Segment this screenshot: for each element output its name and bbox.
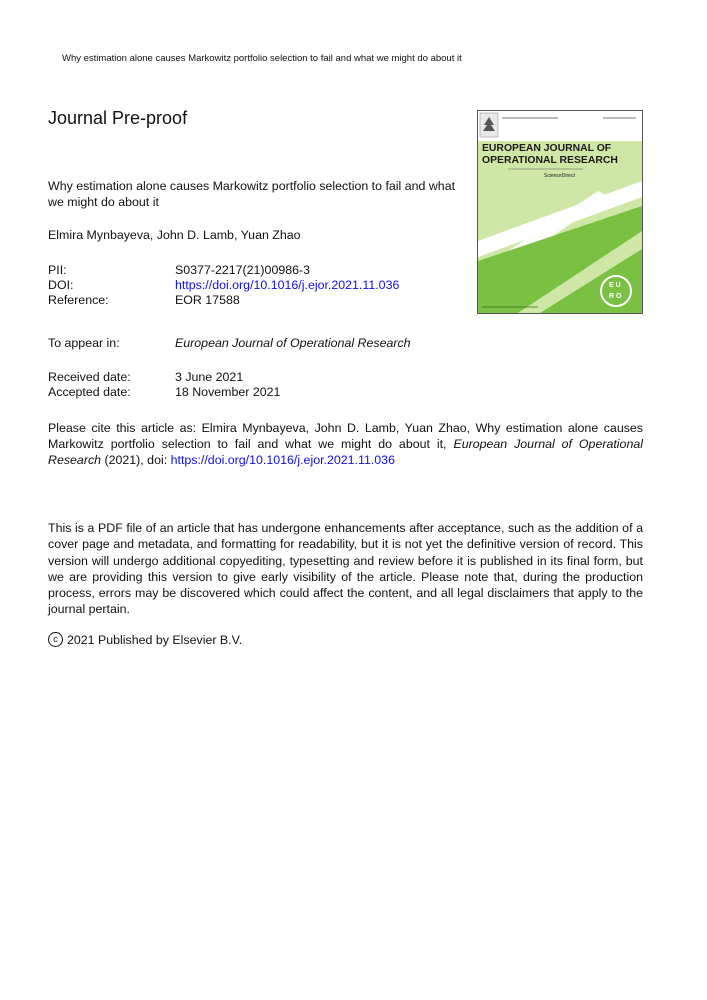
reference-label: Reference:: [48, 293, 109, 307]
svg-text:R O: R O: [609, 293, 622, 300]
appear-in-label: To appear in:: [48, 336, 120, 350]
appear-in-value: European Journal of Operational Research: [175, 336, 411, 350]
journal-cover-image: [477, 110, 643, 314]
accepted-date-value: 18 November 2021: [175, 385, 281, 399]
pii-value: S0377-2217(21)00986-3: [175, 263, 311, 277]
received-date-label: Received date:: [48, 370, 131, 384]
received-date-value: 3 June 2021: [175, 370, 244, 384]
citation-paragraph: [48, 420, 643, 468]
running-head: Why estimation alone causes Markowitz portfolio selection to fail and what we might do about it: [62, 53, 462, 64]
copyright-line: [48, 632, 242, 647]
cover-top-band: [478, 111, 642, 141]
journal-preproof-label: Journal Pre-proof: [48, 108, 188, 128]
pii-label: PII:: [48, 263, 67, 277]
accepted-date-label: Accepted date:: [48, 385, 131, 399]
cover-title-line1: EUROPEAN JOURNAL OF: [482, 143, 612, 154]
reference-value: EOR 17588: [175, 293, 240, 307]
cover-sciencedirect: ScienceDirect: [544, 173, 575, 179]
cover-title-line2: OPERATIONAL RESEARCH: [482, 155, 618, 166]
copyright-icon: c: [48, 632, 63, 647]
citation-prefix: Please cite this article as: Elmira Mynbayeva, John D. Lamb, Yuan Zhao, Why estimation alone causes Markowitz portfolio selection to fail and what we might do about it,: [48, 421, 643, 451]
citation-doi-link[interactable]: https://doi.org/10.1016/j.ejor.2021.11.036: [170, 453, 395, 467]
copyright-text: 2021 Published by Elsevier B.V.: [67, 632, 243, 647]
doi-label: DOI:: [48, 278, 74, 292]
article-title: Why estimation alone causes Markowitz portfolio selection to fail and what we might do about it: [48, 179, 456, 209]
citation-journal: European Journal of Operational Research: [48, 437, 643, 467]
citation-middle: (2021), doi:: [101, 453, 171, 467]
svg-text:E U: E U: [609, 282, 621, 289]
doi-link[interactable]: https://doi.org/10.1016/j.ejor.2021.11.036: [175, 278, 400, 292]
disclaimer-paragraph: This is a PDF file of an article that has undergone enhancements after acceptance, such as the addition of a cover page and metadata, and formatting for readability, but it is not yet the definitive version of record. This version will undergo additional copyediting, typesetting and review before it is published in its final form, but we are providing this version to give early visibility of the article. Please note that, during the production process, errors may be discovered which could affect the content, and all legal disclaimers that apply to the journal pertain.: [48, 521, 643, 617]
article-authors: Elmira Mynbayeva, John D. Lamb, Yuan Zhao: [48, 228, 301, 242]
